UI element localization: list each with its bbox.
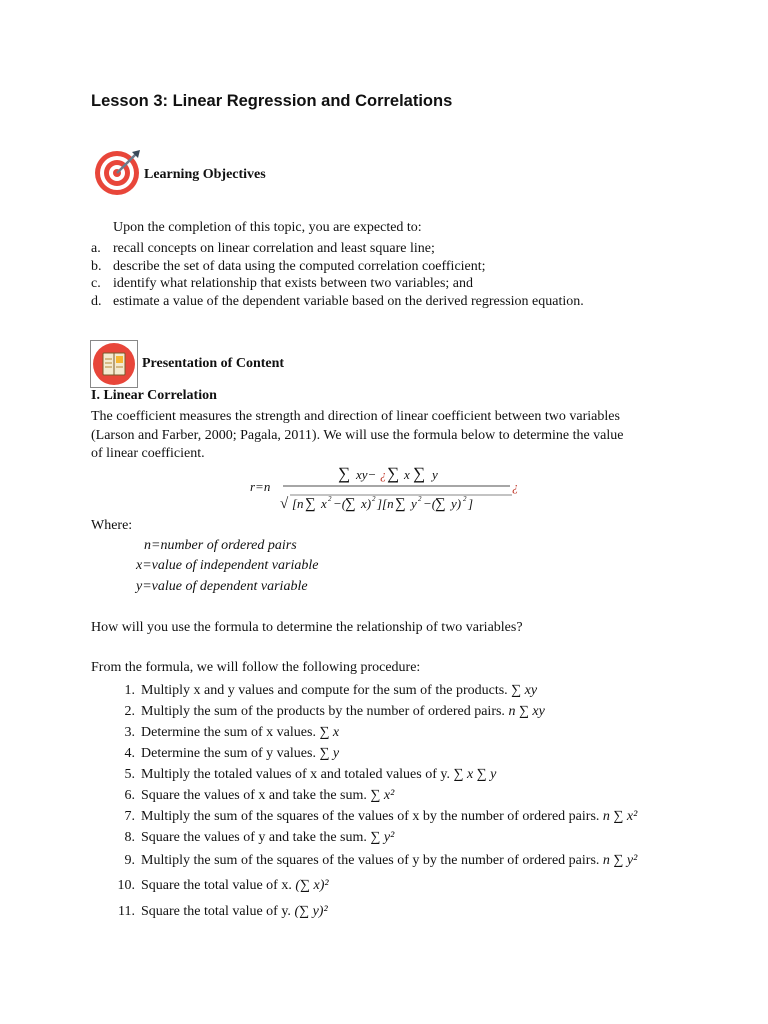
list-item (110, 827, 637, 849)
item-letter: d. (91, 293, 102, 309)
step-text: Multiply the sum of the squares of the values of y by the number of ordered pairs. (141, 853, 600, 868)
svg-text:∑: ∑ (345, 496, 356, 512)
step-math: n ∑ x² (602, 809, 638, 824)
definition-y: y=value of dependent variable (136, 579, 308, 594)
list-item (110, 899, 637, 925)
svg-text:2: 2 (328, 495, 332, 503)
svg-text:][n: ][n (377, 496, 394, 511)
objectives-list (91, 240, 584, 310)
svg-text:−(: −( (333, 496, 347, 511)
step-text: Determine the sum of x values. (141, 725, 316, 740)
book-icon (91, 341, 137, 387)
step-math: ∑ x² (370, 788, 395, 803)
list-item (91, 293, 584, 311)
step-math: ∑ y (319, 746, 340, 761)
step-text: Square the values of y and take the sum. (141, 830, 367, 845)
list-item (110, 785, 637, 806)
svg-text:y: y (432, 467, 438, 482)
item-letter: c. (91, 276, 101, 291)
procedure-list (110, 680, 637, 925)
list-item (110, 806, 637, 827)
list-item (91, 258, 584, 276)
presentation-heading: Presentation of Content (142, 356, 285, 371)
section-heading: I. Linear Correlation (91, 388, 217, 403)
step-number: 8. (124, 830, 135, 845)
item-text: recall concepts on linear correlation and least square line; (113, 241, 435, 256)
list-item (110, 849, 637, 873)
svg-text:∑: ∑ (395, 496, 406, 512)
svg-text:∑: ∑ (338, 464, 351, 483)
step-number: 6. (124, 788, 135, 803)
svg-text:∑: ∑ (435, 496, 446, 512)
presentation-icon-frame (90, 340, 138, 388)
step-text: Square the total value of y. (141, 904, 291, 919)
list-item (91, 275, 584, 293)
svg-text:∑: ∑ (413, 464, 426, 483)
list-item (110, 722, 637, 743)
svg-text:¿: ¿ (512, 479, 519, 494)
item-letter: a. (91, 241, 101, 256)
step-math: (∑ x)² (295, 878, 329, 893)
step-number: 1. (124, 683, 135, 698)
list-item (110, 701, 637, 722)
step-number: 2. (124, 704, 135, 719)
page-title: Lesson 3: Linear Regression and Correlations (91, 92, 453, 110)
definition-n: n=number of ordered pairs (144, 538, 297, 553)
step-text: Multiply the totaled values of x and totaled values of y. (141, 767, 450, 782)
list-item (110, 680, 637, 701)
list-item (110, 764, 637, 785)
procedure-intro: From the formula, we will follow the following procedure: (91, 660, 421, 675)
item-text: identify what relationship that exists between two variables; and (113, 276, 474, 291)
svg-text:y): y) (451, 496, 462, 511)
step-math: ∑ y² (370, 830, 395, 845)
svg-text:xy−: xy− (356, 467, 377, 482)
svg-text:∑: ∑ (387, 464, 400, 483)
paragraph-line: (Larson and Farber, 2000; Pagala, 2011). We will use the formula below to determine the value (91, 428, 624, 443)
step-text: Multiply the sum of the products by the number of ordered pairs. (141, 704, 505, 719)
step-number: 7. (124, 809, 135, 824)
step-text: Square the total value of x. (141, 878, 292, 893)
svg-text:2: 2 (372, 495, 376, 503)
item-letter: b. (91, 258, 102, 274)
step-number: 10. (117, 878, 135, 893)
step-text: Multiply the sum of the squares of the values of x by the number of ordered pairs. (141, 809, 600, 824)
svg-text:∑: ∑ (305, 496, 316, 512)
item-text: describe the set of data using the computed correlation coefficient; (113, 258, 486, 274)
step-text: Square the values of x and take the sum. (141, 788, 367, 803)
svg-text:2: 2 (418, 495, 422, 503)
list-item (110, 743, 637, 764)
list-item (91, 240, 584, 258)
objectives-intro: Upon the completion of this topic, you are expected to: (113, 220, 422, 235)
svg-text:x: x (321, 496, 327, 511)
svg-text:x: x (404, 467, 410, 482)
objectives-heading: Learning Objectives (144, 167, 266, 182)
item-text: estimate a value of the dependent variable based on the derived regression equation. (113, 293, 584, 309)
svg-text:r=n: r=n (250, 479, 271, 494)
target-icon (94, 148, 142, 196)
step-number: 11. (118, 904, 135, 919)
step-number: 9. (124, 853, 135, 868)
step-text: Determine the sum of y values. (141, 746, 316, 761)
svg-text:√: √ (280, 496, 289, 512)
definition-x: x=value of independent variable (136, 558, 319, 573)
question-text: How will you use the formula to determine the relationship of two variables? (91, 620, 523, 635)
step-math: (∑ y)² (294, 904, 328, 919)
step-number: 3. (124, 725, 135, 740)
step-math: n ∑ xy (508, 704, 545, 719)
svg-text:2: 2 (463, 495, 467, 503)
correlation-formula (250, 458, 540, 518)
step-math: n ∑ y² (602, 853, 638, 868)
step-math: ∑ x (319, 725, 340, 740)
step-number: 5. (124, 767, 135, 782)
svg-text:x): x) (361, 496, 372, 511)
svg-text:]: ] (468, 496, 474, 511)
step-text: Multiply x and y values and compute for the sum of the products. (141, 683, 508, 698)
svg-text:−(: −( (423, 496, 437, 511)
step-math: ∑ xy (511, 683, 538, 698)
where-label: Where: (91, 518, 133, 533)
paragraph-line: The coefficient measures the strength and direction of linear coefficient between two variables (91, 409, 620, 424)
step-math: ∑ x ∑ y (453, 767, 497, 782)
step-number: 4. (124, 746, 135, 761)
svg-text:y: y (411, 496, 417, 511)
svg-text:¿: ¿ (380, 467, 387, 482)
paragraph-line: of linear coefficient. (91, 446, 205, 461)
svg-text:[n: [n (292, 496, 304, 511)
list-item (110, 873, 637, 899)
